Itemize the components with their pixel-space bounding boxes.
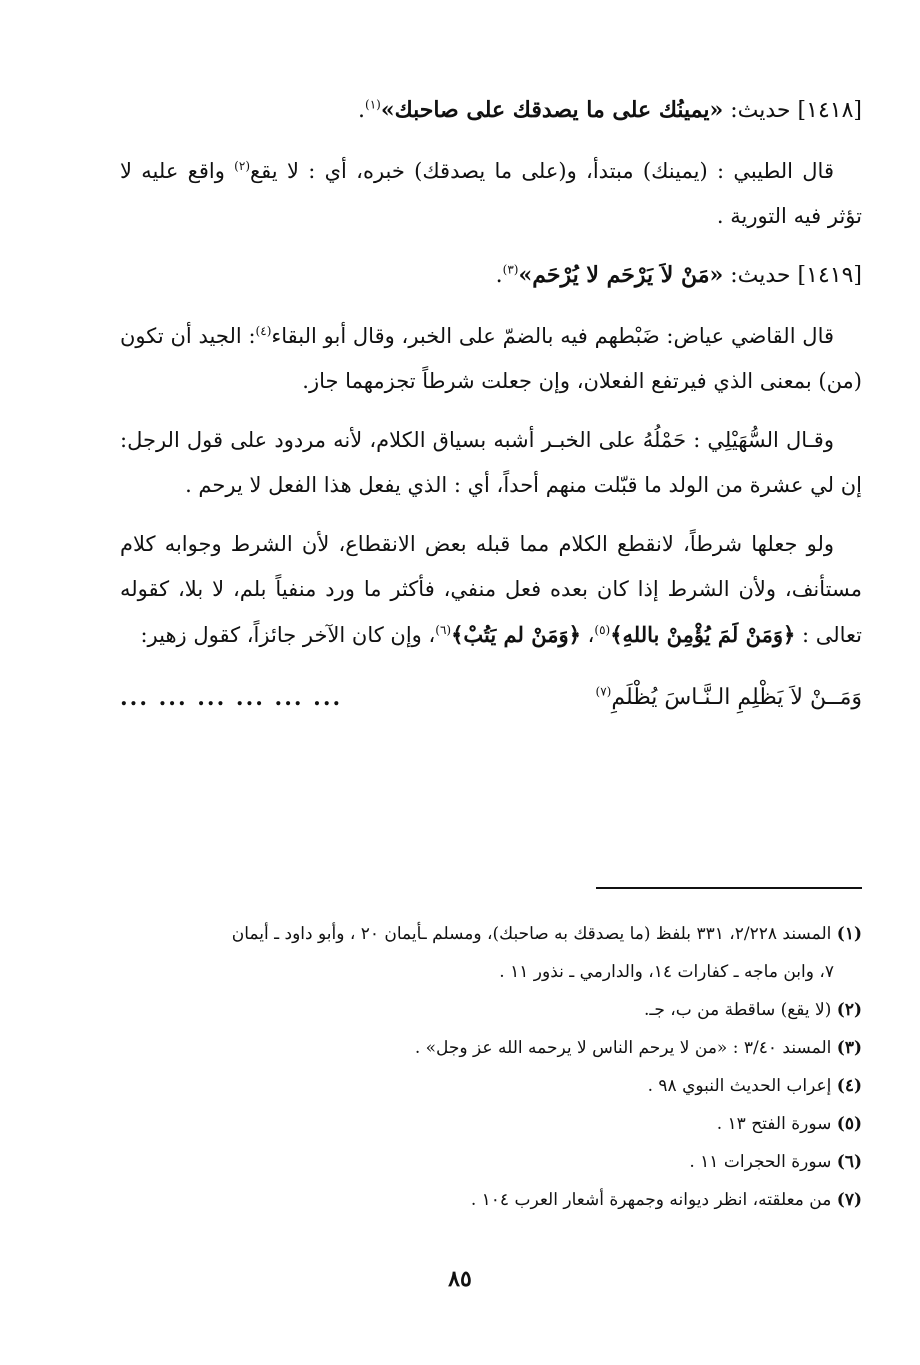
hadith-number: [١٤١٨]: [797, 98, 862, 123]
paragraph-text: ولو جعلها شرطاً، لانقطع الكلام مما قبله بعض الانقطاع، لأن الشرط وجوابه كلام مستأنف، ولأن الشرط إذا كان بعده فعل منفي، فأكثر ما ورد منفياً بلم، لا بلا، كقوله تعالى :: [120, 532, 862, 647]
footnote-text: المسند ٣/٤٠ : «من لا يرحم الناس لا يرحمه الله عز وجل» .: [414, 1038, 832, 1058]
footnote-item: [125, 1181, 862, 1219]
hadith-text: «يمينُك على ما يصدقك على صاحبك»: [380, 97, 724, 123]
footnote-item: [125, 991, 862, 1029]
footnote-text: (لا يقع) ساقطة من ب، جـ.: [643, 1000, 832, 1020]
punctuation: .: [495, 263, 503, 288]
commentary-paragraph-2: [120, 314, 862, 404]
commentary-paragraph-4: [120, 522, 862, 658]
quran-quote: ﴿وَمَنْ لم يَتُبْ﴾: [451, 622, 581, 647]
punctuation: ،: [587, 623, 595, 647]
paragraph-text: وقـال السُّهَيْلِي : حَمْلُهُ على الخبـر أشبه بسياق الكلام، لأنه مردود على قول الرجل: إن لي عشرة من الولد ما قبّلت منهم أحداً، أي : الذي يفعل هذا الفعل لا يرحم .: [120, 428, 862, 497]
hadith-number: [١٤١٩]: [797, 263, 862, 288]
footnote-ref[interactable]: (٥): [594, 623, 611, 637]
footnote-ref[interactable]: (٦): [435, 623, 452, 637]
footnote-text: إعراب الحديث النبوي ٩٨ .: [647, 1076, 832, 1096]
footnote-ref[interactable]: (٧): [595, 684, 612, 699]
hadith-label: حديث:: [730, 98, 791, 123]
paragraph-text: : الجيد أن تكون (من) بمعنى الذي فيرتفع الفعلان، وإن جعلت شرطاً تجزمهما جاز.: [120, 324, 862, 393]
footnote-item: [125, 1143, 862, 1181]
verse-hemistich: [596, 676, 863, 720]
footnote-ref[interactable]: (٤): [255, 324, 272, 338]
footnote-text: سورة الحجرات ١١ .: [689, 1152, 832, 1172]
footnote-text: سورة الفتح ١٣ .: [716, 1114, 832, 1134]
punctuation: .: [358, 98, 365, 123]
hadith-heading-1418: [120, 88, 862, 133]
footnote-item: [125, 1105, 862, 1143]
page-number: ٨٥: [448, 1266, 472, 1292]
footnote-number: (٢): [836, 1000, 862, 1020]
footnote-ref[interactable]: (٢): [234, 159, 250, 173]
footnotes: [125, 915, 862, 1219]
poetry-verse: [120, 676, 862, 720]
footnote-number: (٥): [836, 1114, 862, 1134]
quran-quote: ﴿وَمَنْ لَمَ يُؤْمِنْ باللهِ﴾: [610, 622, 796, 647]
footnote-number: (٣): [836, 1038, 862, 1058]
footnote-separator: [596, 887, 862, 889]
footnote-text: من معلقته، انظر ديوانه وجمهرة أشعار العرب ١٠٤ .: [470, 1190, 832, 1210]
hadith-heading-1419: [120, 253, 862, 298]
paragraph-text: واقع عليه لا تؤثر فيه التورية .: [120, 159, 862, 228]
hadith-label: حديث:: [730, 263, 791, 288]
verse-text: وَمَــنْ لاَ يَظْلِمِ الـنَّـاسَ يُظْلَمِ: [611, 685, 862, 710]
footnote-number: (٧): [836, 1190, 862, 1210]
paragraph-text: قال الطيبي : (يمينك) مبتدأ، و(على ما يصدقك) خبره، أي : لا يقع: [250, 159, 834, 183]
footnote-item: [125, 1067, 862, 1105]
footnote-number: (٤): [836, 1076, 862, 1096]
footnote-item: [125, 1029, 862, 1067]
footnote-ref[interactable]: (٣): [502, 262, 519, 277]
footnote-text: المسند ٢/٢٢٨، ٣٣١ بلفظ (ما يصدقك به صاحبك)، ومسلم ـأيمان ٢٠ ، وأبو داود ـ أيمان: [231, 924, 832, 944]
page-body: [120, 88, 862, 720]
verse-omission-dots: ... ... ... ... ... ...: [120, 685, 343, 711]
footnote-number: (٦): [836, 1152, 862, 1172]
footnote-continuation: ٧، وابن ماجه ـ كفارات ١٤، والدارمي ـ نذور ١١ .: [499, 962, 834, 982]
commentary-paragraph-3: [120, 418, 862, 508]
footnote-ref[interactable]: (١): [365, 97, 381, 112]
footnote-item: [125, 915, 862, 953]
commentary-paragraph-1: [120, 149, 862, 239]
paragraph-text: ، وإن كان الآخر جائزاً، كقول زهير:: [140, 623, 436, 647]
hadith-text: «مَنْ لاَ يَرْحَم لا يُرْحَم»: [518, 262, 724, 288]
footnote-number: (١): [836, 924, 862, 944]
paragraph-text: قال القاضي عياض: ضَبْطهم فيه بالضمّ على الخبر، وقال أبو البقاء: [271, 324, 835, 348]
